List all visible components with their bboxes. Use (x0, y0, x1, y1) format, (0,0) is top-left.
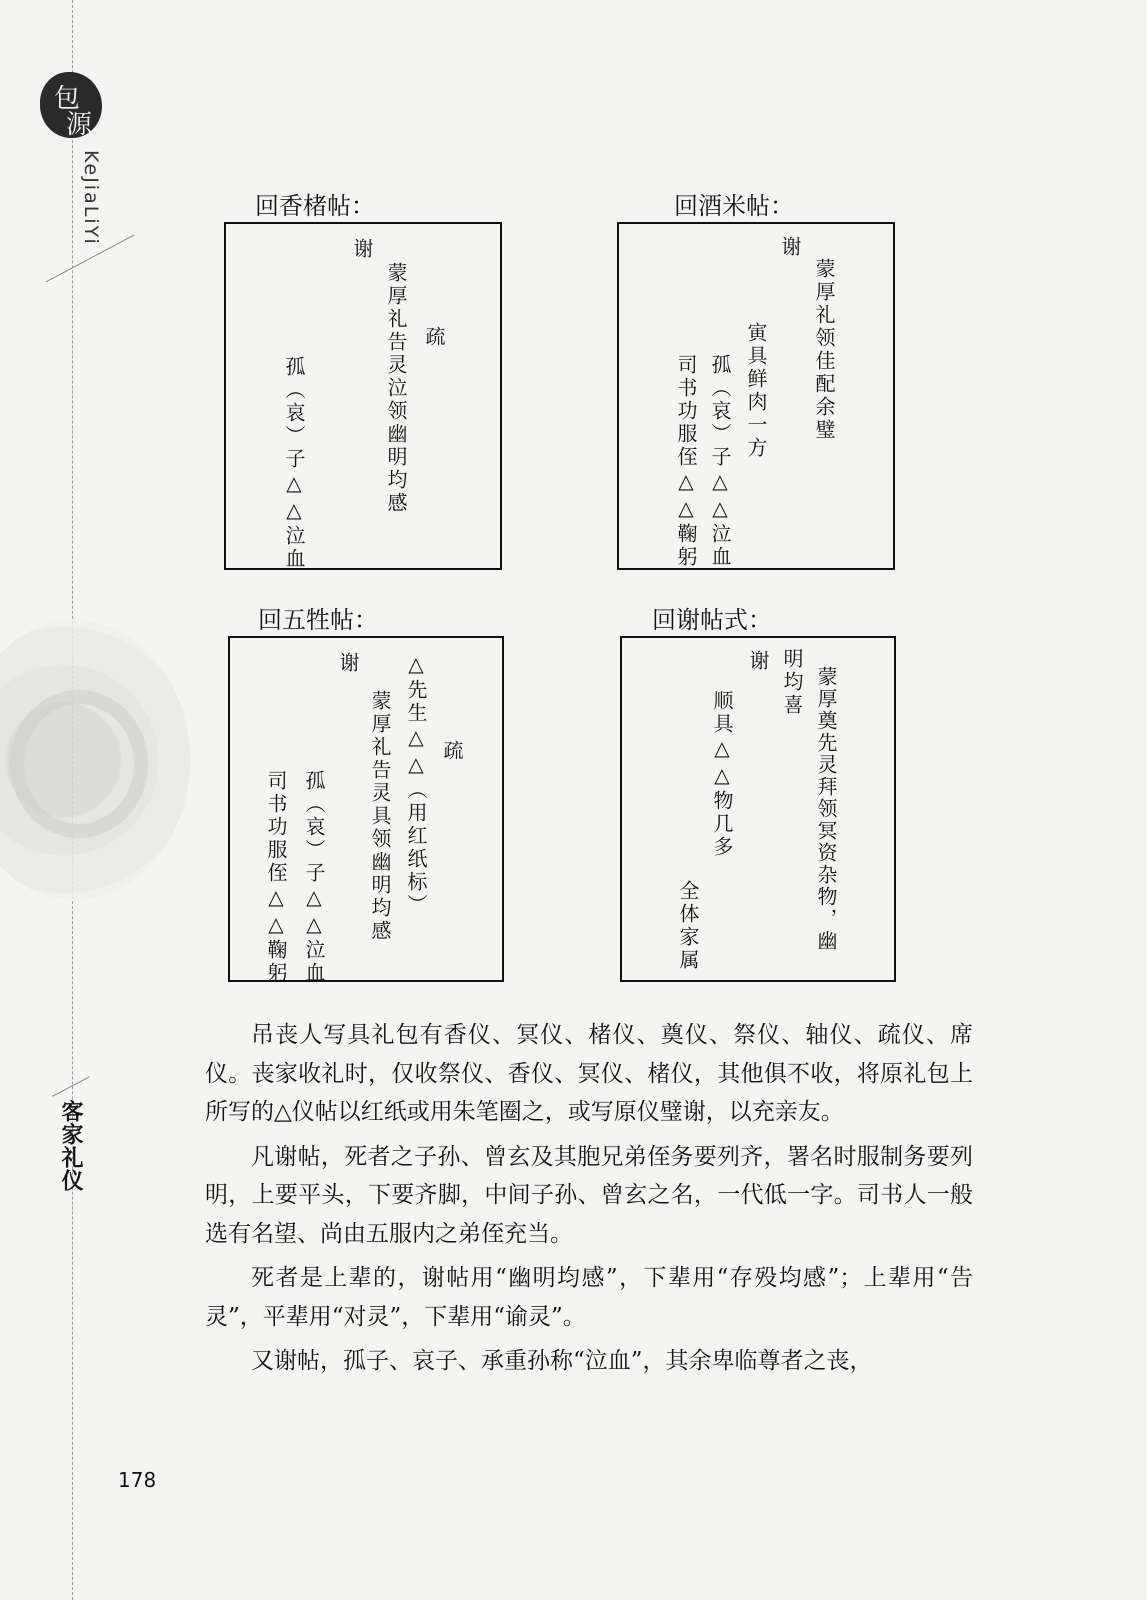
panel-1-col-3: 疏 (422, 326, 446, 349)
panel-1-title: 回香楮帖： (255, 192, 375, 220)
panel-2-col-3: 寅具鲜肉一方 (744, 322, 768, 460)
ornament-ring (10, 690, 148, 838)
book-title: 客家礼仪 (58, 1100, 83, 1192)
seal-char-2: 源 (66, 110, 93, 140)
panel-3-col-2: △先生△△（用红纸标） (404, 652, 428, 917)
seal-char-1: 包 (54, 84, 81, 114)
panel-4-box (620, 636, 896, 982)
panel-3-col-5: 孤（哀）子△△泣血 (302, 770, 326, 985)
panel-4-col-2: 明均喜 (780, 648, 804, 717)
paragraph-3: 死者是上辈的，谢帖用“幽明均感”，下辈用“存殁均感”；上辈用“告灵”，平辈用“对灵”，下辈用“谕灵”。 (205, 1265, 973, 1330)
panel-4-col-1: 谢 (746, 650, 770, 673)
panel-3-col-6: 司书功服侄△△鞠躬 (264, 770, 288, 985)
panel-1-col-4: 孤（哀）子△△泣血 (282, 356, 306, 571)
panel-2-col-2: 蒙厚礼领佳配余璧 (812, 258, 836, 442)
page-number: 178 (118, 1468, 157, 1492)
body-text (205, 1016, 973, 1387)
panel-4-col-4: 顺具△△物几多 (710, 690, 734, 859)
panel-2-col-5: 司书功服侄△△鞠躬 (674, 354, 698, 569)
panel-2-col-4: 孤（哀）子△△泣血 (708, 354, 732, 569)
panel-4-col-5: 全体家属 (676, 880, 700, 972)
panel-1-col-2: 蒙厚礼告灵泣领幽明均感 (384, 262, 408, 515)
panel-3-col-4: 疏 (440, 740, 464, 763)
panel-2-title: 回酒米帖： (674, 192, 794, 220)
panel-1-box (224, 222, 502, 570)
paragraph-1: 吊丧人写具礼包有香仪、冥仪、楮仪、奠仪、祭仪、轴仪、疏仪、席仪。丧家收礼时，仅收祭仪、香仪、冥仪、楮仪，其他俱不收，将原礼包上所写的△仪帖以红纸或用朱笔圈之，或写原仪璧谢，以充亲友。 (205, 1022, 973, 1125)
paragraph-2: 凡谢帖，死者之子孙、曾玄及其胞兄弟侄务要列齐，署名时服制务要列明，上要平头，下要齐脚，中间子孙、曾玄之名，一代低一字。司书人一般选有名望、尚由五服内之弟侄充当。 (205, 1143, 973, 1247)
panel-3-col-3: 蒙厚礼告灵具领幽明均感 (368, 690, 392, 943)
seal-logo (40, 72, 102, 138)
panel-1-col-1: 谢 (350, 238, 374, 261)
panel-3-col-1: 谢 (336, 652, 360, 675)
panel-4-col-3: 蒙厚奠先灵拜领冥资杂物，幽 (814, 666, 838, 952)
panel-3-title: 回五牲帖： (258, 606, 378, 634)
panel-4-title: 回谢帖式： (652, 606, 772, 634)
paragraph-4: 又谢帖，孤子、哀子、承重孙称“泣血”，其余卑临尊者之丧， (251, 1348, 873, 1374)
series-label: KeJiaLiYi (80, 150, 102, 246)
panel-2-col-1: 谢 (778, 236, 802, 259)
margin-divider-2 (52, 1076, 90, 1097)
